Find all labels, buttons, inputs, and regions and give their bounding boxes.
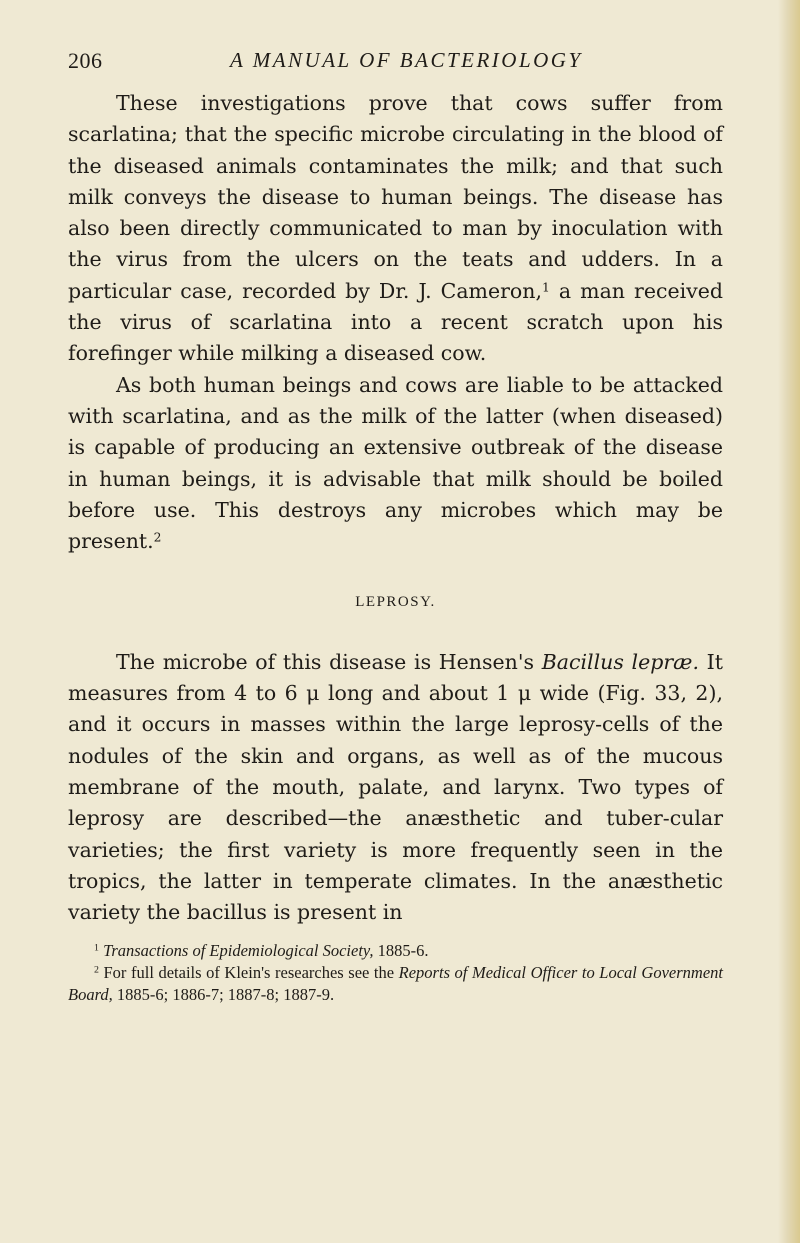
footnote-text-continued: 1885-6; 1886-7; 1887-8; 1887-9. [112, 985, 335, 1005]
footnote-number: 2 [94, 964, 99, 976]
footnote-1 [68, 940, 723, 962]
footnote-marker-1: 1 [542, 280, 550, 295]
footnote-source-title: Transactions of Epidemiological Society, [103, 941, 374, 961]
section-heading-leprosy: LEPROSY. [355, 594, 436, 611]
paragraph-text: As both human beings and cows are liable to be attacked with scarlatina, and as the milk of the latter (when diseased) is capable of producing an extensive outbreak of the disease in human beings, it is advisable that milk should be boiled before use. This destroys any microbes which may be present. [68, 372, 723, 554]
footnote-marker-2: 2 [153, 530, 162, 545]
footnote-text: 1885-6. [373, 941, 429, 961]
species-name: Bacillus lepræ. [541, 649, 699, 674]
footnote-number: 1 [94, 942, 99, 954]
paragraph-text-continued: a man received the virus of scarlatina into a recent scratch upon his forefinger while milking a diseased cow. [68, 278, 723, 366]
paragraph-text-continued: It measures from 4 to 6 μ long and about 1 μ wide (Fig. 33, 2), and it occurs in masses within the large leprosy-cells of the nodules of the skin and organs, as well as of the mucous membrane of the mouth, palate, and larynx. Two types of leprosy are described—the anæsthetic and tuber-cular varieties; the first variety is more frequently seen in the tropics, the latter in temperate climates. In the anæsthetic variety the bacillus is present in [68, 649, 723, 925]
paragraph-leprosy [68, 647, 723, 929]
footnote-2 [68, 962, 723, 1006]
running-head [68, 48, 723, 88]
paragraph-boil-milk [68, 370, 723, 558]
page-edge-shadow [778, 0, 800, 1243]
page-number: 206 [68, 48, 103, 73]
paragraph-text: The microbe of this disease is Hensen's [116, 649, 542, 674]
book-page [68, 48, 723, 1006]
footnote-text: For full details of Klein's researches see the [98, 963, 399, 983]
footnotes [68, 940, 723, 1006]
footnote-source-title: Reports of Medical Officer to Local Government Board, [68, 963, 723, 1005]
paragraph-scarlatina-cows [68, 88, 723, 370]
running-title: A MANUAL OF BACTERIOLOGY [230, 48, 583, 72]
paragraph-text: These investigations prove that cows suffer from scarlatina; that the specific microbe circulating in the blood of the diseased animals contaminates the milk; and that such milk conveys the disease to human beings. The disease has also been directly communicated to man by inoculation with the virus from the ulcers on the teats and udders. In a particular case, recorded by Dr. J. Cameron, [68, 91, 723, 303]
body-text [68, 88, 723, 928]
